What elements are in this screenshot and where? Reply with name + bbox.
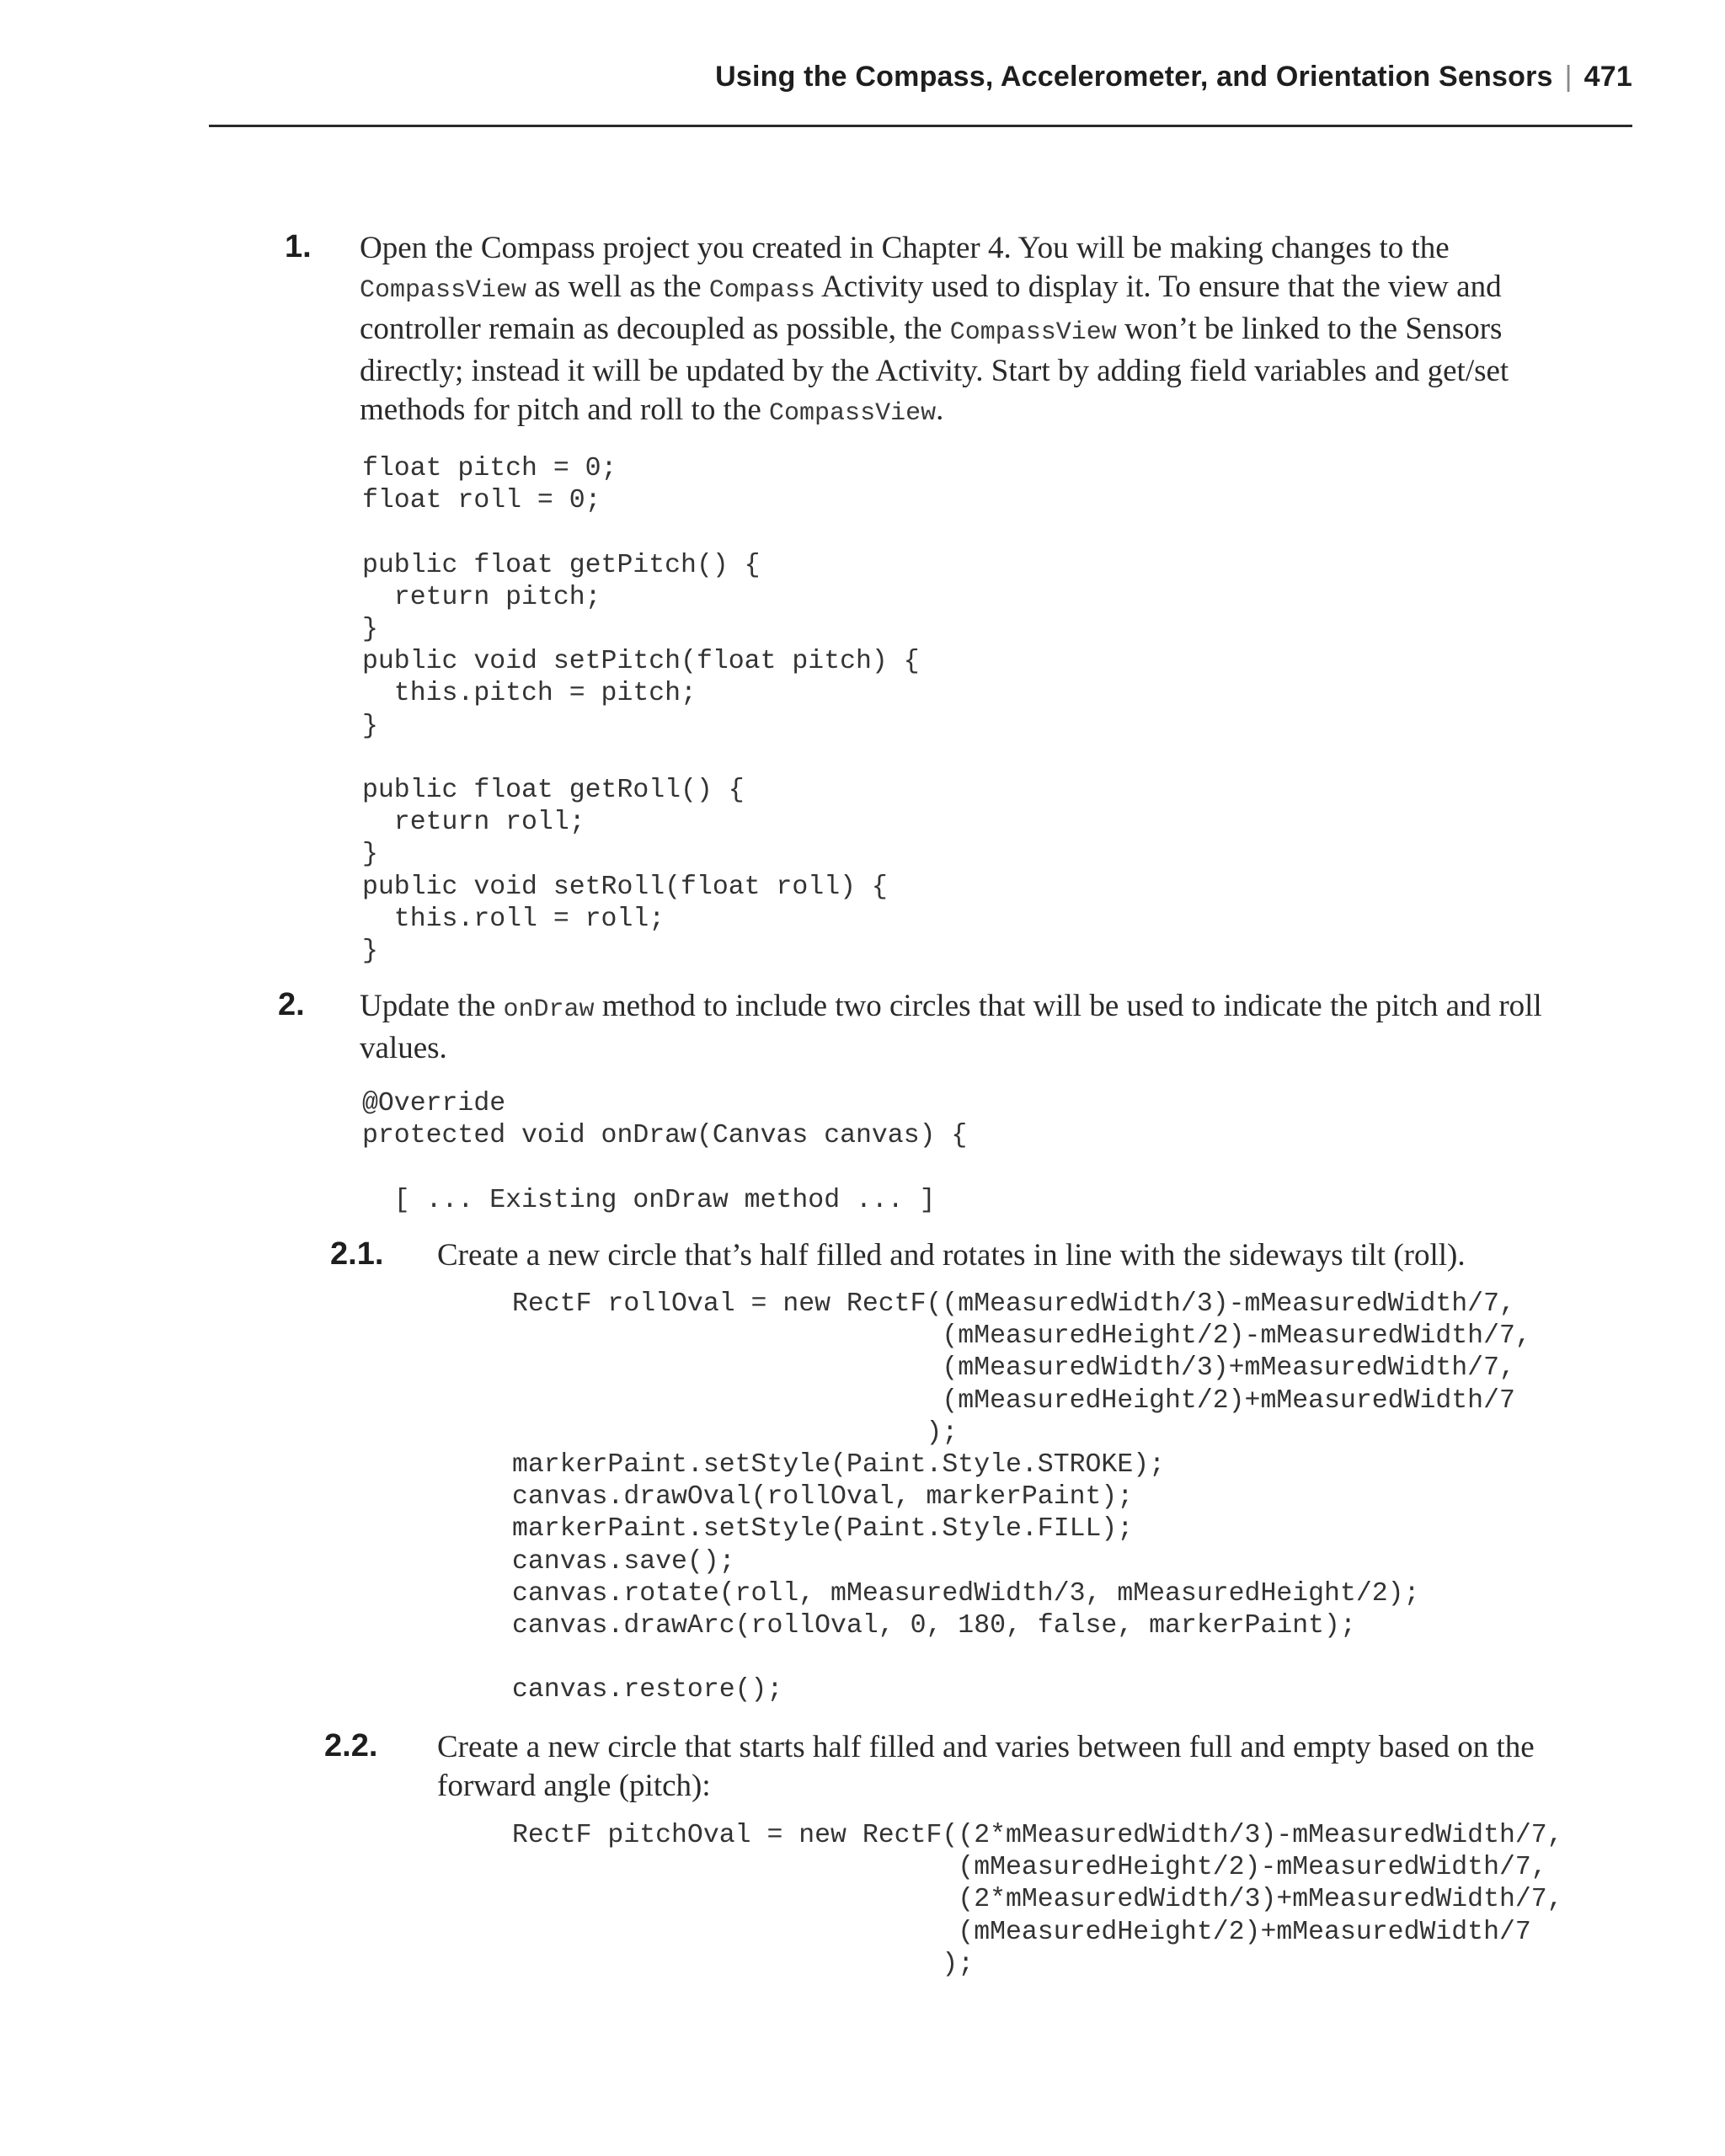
step-2-2-number: 2.2. [324, 1728, 378, 1764]
header-rule [209, 125, 1632, 127]
step-2-text: Update the onDraw method to include two circles that will be used to indicate the pitch and roll values. [360, 989, 1542, 1065]
step-2-1-text: Create a new circle that’s half filled and rotates in line with the sideways tilt (roll). [437, 1238, 1466, 1273]
step-1-number: 1. [285, 229, 312, 264]
step-2-1-number: 2.1. [330, 1236, 384, 1272]
inline-code: Compass [708, 276, 815, 305]
step-2-1-code-block: RectF rollOval = new RectF((mMeasuredWidth/3)-mMeasuredWidth/7, (mMeasuredHeight/2)-mMeasuredWidth/7, (mMeasuredWidth/3)+mMeasuredWidth/7, (mMeasuredHeight/2)+mMeasuredWidth/7 ); markerPaint.setStyle(Paint.Style.STROKE); canvas.drawOval(rollOval, markerPaint); markerPaint.setStyle(Paint.Style.FILL); canvas.save(); canvas.rotate(roll, mMeasuredWidth/3, mMeasuredHeight/2); canvas.drawArc(rollOval, 0, 180, false, markerPaint); canvas.restore(); [512, 1289, 1531, 1705]
inline-code: CompassView [769, 399, 937, 428]
step-2-code-block: @Override protected void onDraw(Canvas canvas) { [ ... Existing onDraw method ... ] [362, 1089, 968, 1215]
inline-code: CompassView [949, 318, 1117, 347]
running-header [209, 61, 1632, 93]
step-2-number: 2. [278, 987, 305, 1022]
step-2-2-text: Create a new circle that starts half filled and varies between full and empty based on the forward angle (pitch): [437, 1730, 1535, 1803]
header-separator: | [1564, 61, 1573, 93]
step-2-2-code-block: RectF pitchOval = new RectF((2*mMeasuredWidth/3)-mMeasuredWidth/7, (mMeasuredHeight/2)-mMeasuredWidth/7, (2*mMeasuredWidth/3)+mMeasuredWidth/7, (mMeasuredHeight/2)+mMeasuredWidth/7 ); [512, 1821, 1563, 1979]
chapter-section-title: Using the Compass, Accelerometer, and Orientation Sensors [715, 61, 1553, 93]
step-1-code-block: float pitch = 0; float roll = 0; public float getPitch() { return pitch; } public void setPitch(float pitch) { this.pitch = pitch; } public float getRoll() { return roll; } public void setRoll(float roll) { this.roll = roll; } [362, 454, 920, 967]
step-1-text: Open the Compass project you created in Chapter 4. You will be making changes to the CompassView as well as the Compass Activity used to display it. To ensure that the view and controller remain as decoupled as possible, the CompassView won’t be linked to the Sensors directly; instead it will be updated by the Activity. Start by adding field variables and get/set methods for pitch and roll to the CompassView. [360, 231, 1509, 428]
inline-code: CompassView [360, 276, 527, 305]
page-number: 471 [1583, 61, 1632, 93]
inline-code: onDraw [503, 995, 595, 1024]
